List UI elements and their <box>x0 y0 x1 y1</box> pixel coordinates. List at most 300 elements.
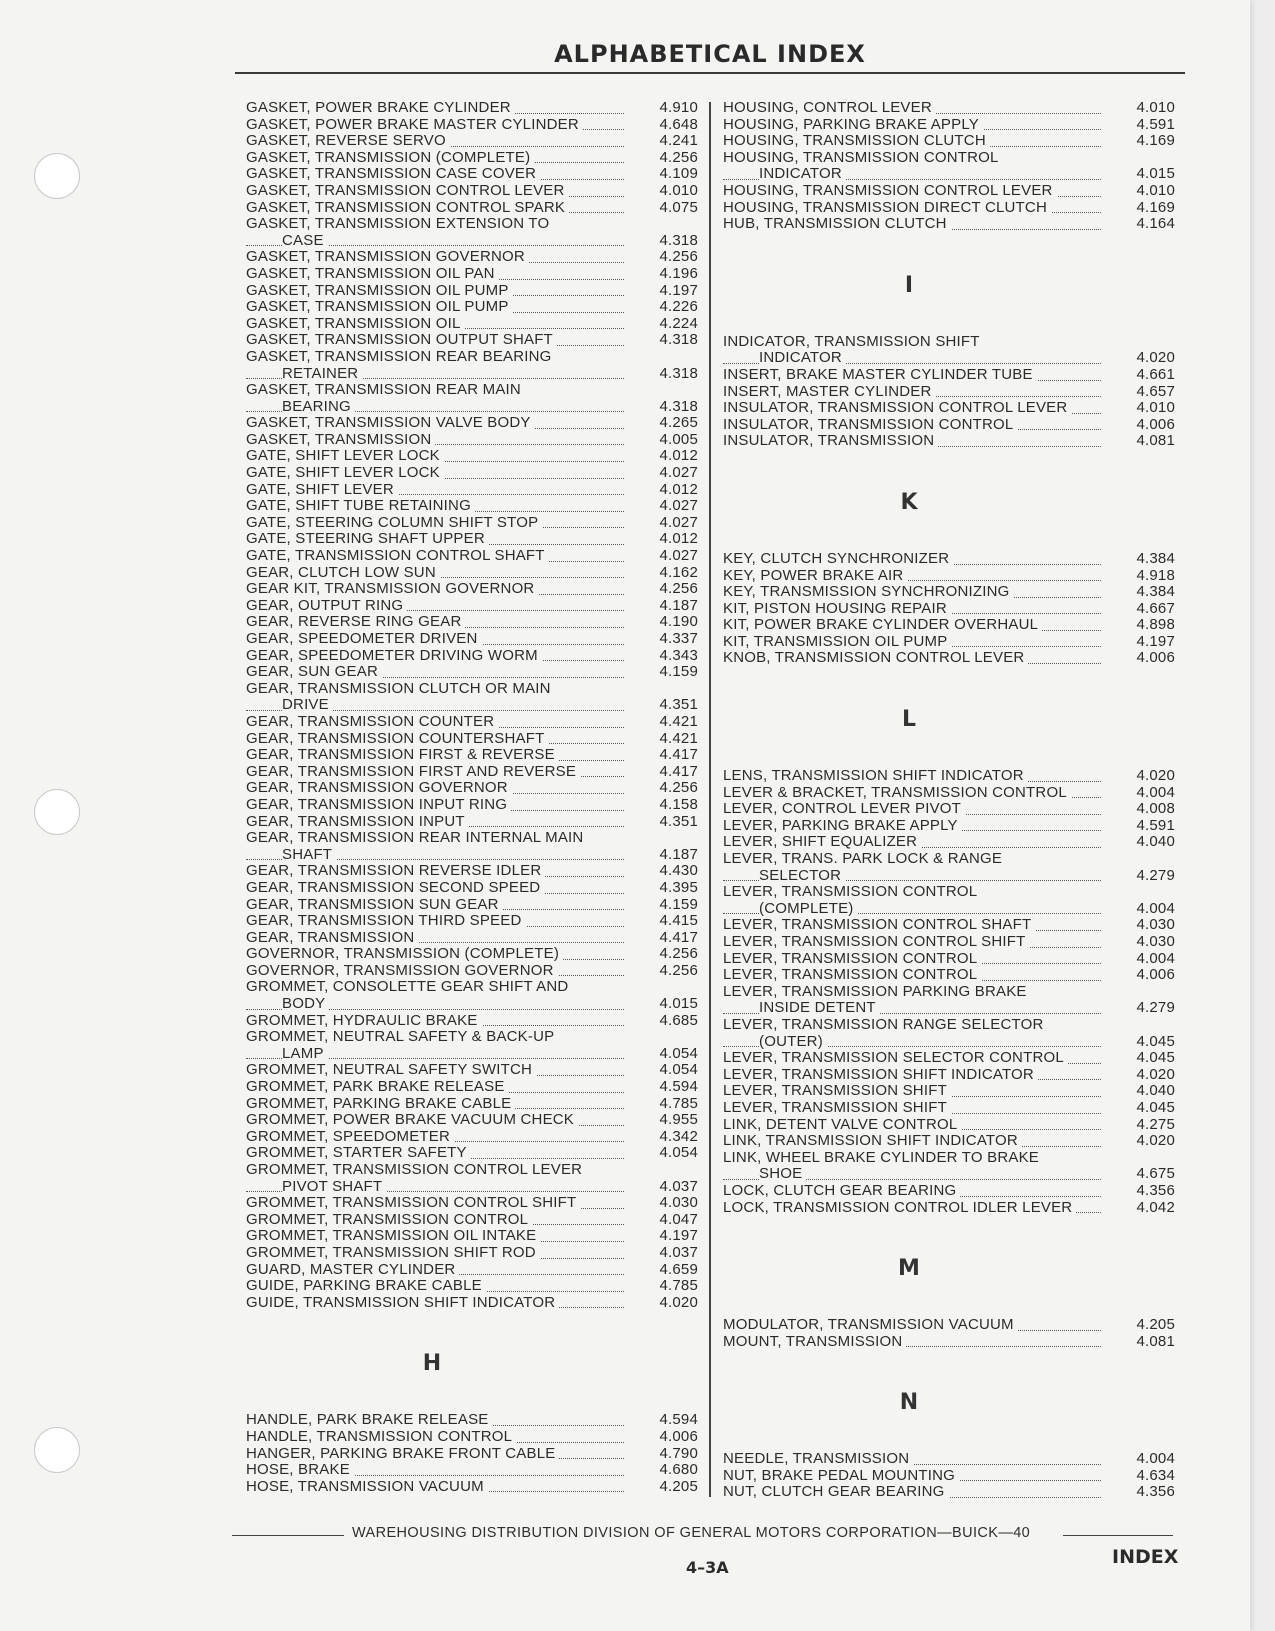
entry-term: KEY, TRANSMISSION SYNCHRONIZING <box>723 584 1014 600</box>
entry-page-ref: 4.415 <box>659 912 698 930</box>
entry-term: LEVER, TRANSMISSION CONTROL SHIFT <box>723 934 1029 950</box>
entry-term: GATE, SHIFT LEVER LOCK <box>246 465 444 481</box>
entry-term: HOUSING, CONTROL LEVER <box>723 100 936 116</box>
entry-term: GROMMET, NEUTRAL SAFETY SWITCH <box>246 1062 536 1078</box>
entry-term: LEVER, TRANSMISSION SHIFT INDICATOR <box>723 1067 1038 1083</box>
entry-term: GEAR, TRANSMISSION COUNTER <box>246 714 498 730</box>
entry-page-ref: 4.075 <box>659 198 698 216</box>
entry-term: LEVER, TRANSMISSION PARKING BRAKE <box>723 982 1027 1000</box>
index-entry <box>246 581 698 598</box>
entry-term: HOUSING, TRANSMISSION DIRECT CLUTCH <box>723 200 1051 216</box>
entry-page-ref: 4.006 <box>1136 415 1175 433</box>
entry-term: GEAR, TRANSMISSION COUNTERSHAFT <box>246 731 548 747</box>
page-title: ALPHABETICAL INDEX <box>554 40 866 68</box>
entry-term: LEVER, TRANSMISSION SELECTOR CONTROL <box>723 1050 1068 1066</box>
entry-page-ref: 4.004 <box>1136 783 1175 801</box>
entry-term: GASKET, TRANSMISSION VALVE BODY <box>246 415 535 431</box>
entry-term: GEAR, TRANSMISSION CLUTCH OR MAIN <box>246 679 551 697</box>
entry-term: LOCK, CLUTCH GEAR BEARING <box>723 1183 960 1199</box>
entry-page-ref: 4.256 <box>659 148 698 166</box>
entry-term: LEVER, CONTROL LEVER PIVOT <box>723 801 965 817</box>
entry-term: GEAR, TRANSMISSION INPUT RING <box>246 797 511 813</box>
entry-page-ref: 4.020 <box>1136 767 1175 785</box>
index-entry <box>723 1183 1175 1200</box>
entry-term: GEAR, TRANSMISSION <box>246 930 418 946</box>
entry-page-ref: 4.037 <box>659 1177 698 1195</box>
index-entry <box>246 614 698 631</box>
entry-term: LOCK, TRANSMISSION CONTROL IDLER LEVER <box>723 1200 1076 1216</box>
entry-page-ref: 4.006 <box>1136 649 1175 667</box>
entry-term: GATE, SHIFT TUBE RETAINING <box>246 498 475 514</box>
index-entry <box>246 814 698 831</box>
entry-page-ref: 4.680 <box>659 1461 698 1479</box>
index-entry <box>246 448 698 465</box>
entry-page-ref: 4.634 <box>1136 1466 1175 1484</box>
index-entry <box>723 1150 1175 1183</box>
entry-page-ref: 4.356 <box>1136 1181 1175 1199</box>
entry-page-ref: 4.010 <box>1136 99 1175 116</box>
entry-page-ref: 4.351 <box>659 696 698 714</box>
entry-term: GEAR, TRANSMISSION SUN GEAR <box>246 897 503 913</box>
index-entry <box>246 1446 698 1463</box>
entry-page-ref: 4.675 <box>1136 1165 1175 1183</box>
entry-page-ref: 4.006 <box>1136 966 1175 984</box>
entry-page-ref: 4.008 <box>1136 800 1175 818</box>
entry-term: GROMMET, TRANSMISSION SHIFT ROD <box>246 1245 540 1261</box>
binder-hole <box>34 789 80 835</box>
entry-term: GROMMET, CONSOLETTE GEAR SHIFT AND <box>246 978 569 996</box>
index-entry <box>246 1145 698 1162</box>
index-entry <box>246 166 698 183</box>
entry-term: GATE, SHIFT LEVER <box>246 482 398 498</box>
entry-term: GOVERNOR, TRANSMISSION GOVERNOR <box>246 963 558 979</box>
entry-page-ref: 4.197 <box>659 281 698 299</box>
entry-term: GROMMET, TRANSMISSION CONTROL LEVER <box>246 1161 583 1178</box>
entry-term: GEAR, SPEEDOMETER DRIVING WORM <box>246 648 542 664</box>
index-entry <box>246 897 698 914</box>
entry-term: GUARD, MASTER CYLINDER <box>246 1262 459 1278</box>
entry-term: INSERT, MASTER CYLINDER <box>723 384 936 400</box>
entry-term: INSULATOR, TRANSMISSION CONTROL LEVER <box>723 400 1071 416</box>
index-entry <box>246 465 698 482</box>
entry-page-ref: 4.318 <box>659 397 698 415</box>
entry-page-ref: 4.027 <box>659 497 698 515</box>
index-entry <box>246 1245 698 1262</box>
entry-page-ref: 4.010 <box>659 181 698 199</box>
entry-page-ref: 4.648 <box>659 115 698 133</box>
entry-term: GROMMET, TRANSMISSION CONTROL SHIFT <box>246 1195 580 1211</box>
index-entry <box>246 1278 698 1295</box>
index-entry <box>723 1017 1175 1050</box>
entry-page-ref: 4.318 <box>659 331 698 349</box>
entry-term: GEAR, TRANSMISSION FIRST AND REVERSE <box>246 764 580 780</box>
entry-term: GEAR, TRANSMISSION REVERSE IDLER <box>246 863 545 879</box>
entry-page-ref: 4.047 <box>659 1210 698 1228</box>
index-entry <box>723 1317 1175 1334</box>
entry-page-ref: 4.005 <box>659 430 698 448</box>
index-entry <box>246 913 698 930</box>
entry-page-ref: 4.004 <box>1136 1450 1175 1468</box>
entry-term: LEVER, SHIFT EQUALIZER <box>723 834 921 850</box>
entry-term: GASKET, TRANSMISSION CASE COVER <box>246 166 540 182</box>
index-entry <box>723 818 1175 835</box>
entry-page-ref: 4.898 <box>1136 616 1175 634</box>
index-entry <box>723 1067 1175 1084</box>
entry-page-ref: 4.030 <box>1136 933 1175 950</box>
index-entry <box>246 1029 698 1062</box>
entry-page-ref: 4.342 <box>659 1127 698 1145</box>
index-entry <box>246 1195 698 1212</box>
entry-page-ref: 4.012 <box>659 447 698 465</box>
entry-term: GASKET, POWER BRAKE CYLINDER <box>246 100 515 116</box>
section-label: INDEX <box>1112 1546 1179 1568</box>
entry-page-ref: 4.020 <box>1136 1132 1175 1150</box>
entry-term: GEAR, OUTPUT RING <box>246 598 407 614</box>
entry-page-ref: 4.020 <box>1136 1065 1175 1083</box>
entry-term: GROMMET, POWER BRAKE VACUUM CHECK <box>246 1112 578 1128</box>
entry-term: GEAR, TRANSMISSION FIRST & REVERSE <box>246 747 559 763</box>
index-entry <box>246 1013 698 1030</box>
entry-page-ref: 4.158 <box>659 795 698 813</box>
entry-term: GOVERNOR, TRANSMISSION (COMPLETE) <box>246 946 563 962</box>
entry-page-ref: 4.015 <box>1136 165 1175 183</box>
entry-page-ref: 4.081 <box>1136 432 1175 450</box>
entry-page-ref: 4.030 <box>659 1194 698 1212</box>
index-entry <box>723 984 1175 1017</box>
entry-term: GASKET, TRANSMISSION OUTPUT SHAFT <box>246 332 557 348</box>
index-entry <box>246 930 698 947</box>
entry-term: GASKET, TRANSMISSION <box>246 432 435 448</box>
entry-page-ref: 4.027 <box>659 513 698 531</box>
entry-page-ref: 4.659 <box>659 1260 698 1278</box>
entry-term: LEVER, TRANSMISSION SHIFT <box>723 1100 951 1116</box>
entry-page-ref: 4.785 <box>659 1094 698 1112</box>
entry-page-ref: 4.012 <box>659 480 698 498</box>
entry-term: LENS, TRANSMISSION SHIFT INDICATOR <box>723 768 1028 784</box>
index-entry <box>723 851 1175 884</box>
entry-page-ref: 4.241 <box>659 132 698 150</box>
index-entry <box>246 1412 698 1429</box>
entry-term: KIT, TRANSMISSION OIL PUMP <box>723 634 951 650</box>
section-letter: K <box>900 489 918 515</box>
entry-term-continued: SELECTOR <box>759 868 845 884</box>
entry-term: GROMMET, STARTER SAFETY <box>246 1145 471 1161</box>
entry-term: HOUSING, TRANSMISSION CLUTCH <box>723 133 990 149</box>
entry-page-ref: 4.054 <box>659 1144 698 1162</box>
entry-term: MODULATOR, TRANSMISSION VACUUM <box>723 1317 1018 1333</box>
entry-page-ref: 4.020 <box>659 1293 698 1311</box>
page-number: 4–3A <box>686 1558 729 1577</box>
entry-term: GASKET, TRANSMISSION (COMPLETE) <box>246 150 534 166</box>
entry-page-ref: 4.657 <box>1136 382 1175 400</box>
entry-page-ref: 4.224 <box>659 314 698 332</box>
index-entry <box>246 747 698 764</box>
entry-page-ref: 4.205 <box>659 1477 698 1495</box>
index-entry <box>723 400 1175 417</box>
entry-page-ref: 4.417 <box>659 762 698 780</box>
index-entry <box>246 648 698 665</box>
entry-page-ref: 4.256 <box>659 248 698 266</box>
index-entry <box>246 1212 698 1229</box>
entry-term: GATE, SHIFT LEVER LOCK <box>246 448 444 464</box>
entry-page-ref: 4.040 <box>1136 833 1175 851</box>
entry-page-ref: 4.667 <box>1136 599 1175 617</box>
entry-page-ref: 4.256 <box>659 945 698 963</box>
entry-page-ref: 4.109 <box>659 165 698 183</box>
entry-page-ref: 4.054 <box>659 1061 698 1079</box>
entry-term: GASKET, TRANSMISSION CONTROL LEVER <box>246 183 569 199</box>
entry-page-ref: 4.197 <box>1136 632 1175 650</box>
index-entry <box>723 568 1175 585</box>
entry-term: LEVER, TRANSMISSION CONTROL SHAFT <box>723 917 1035 933</box>
index-entry <box>246 1062 698 1079</box>
index-entry <box>246 631 698 648</box>
entry-term: HOSE, TRANSMISSION VACUUM <box>246 1479 488 1495</box>
entry-page-ref: 4.395 <box>659 878 698 896</box>
index-entry <box>246 1479 698 1496</box>
entry-page-ref: 4.421 <box>659 712 698 730</box>
entry-term: GASKET, TRANSMISSION REAR MAIN <box>246 381 521 399</box>
index-entry <box>723 384 1175 401</box>
entry-term: GASKET, TRANSMISSION OIL PUMP <box>246 299 513 315</box>
index-entry <box>246 880 698 897</box>
section-letter: L <box>901 707 917 733</box>
entry-term: GATE, STEERING COLUMN SHIFT STOP <box>246 515 542 531</box>
entry-page-ref: 4.594 <box>659 1078 698 1096</box>
index-entry <box>246 432 698 449</box>
index-entry <box>246 565 698 582</box>
index-entry <box>246 1162 698 1195</box>
entry-term: LINK, TRANSMISSION SHIFT INDICATOR <box>723 1133 1022 1149</box>
entry-term: HANDLE, PARK BRAKE RELEASE <box>246 1412 493 1428</box>
entry-term: GASKET, TRANSMISSION GOVERNOR <box>246 249 529 265</box>
entry-page-ref: 4.256 <box>659 580 698 598</box>
entry-term-continued: BEARING <box>282 399 355 415</box>
index-entry <box>246 482 698 499</box>
entry-term: INSULATOR, TRANSMISSION CONTROL <box>723 417 1017 433</box>
entry-page-ref: 4.351 <box>659 812 698 830</box>
entry-term-continued: DRIVE <box>282 697 333 713</box>
entry-term: GEAR, TRANSMISSION THIRD SPEED <box>246 913 526 929</box>
entry-page-ref: 4.197 <box>659 1227 698 1245</box>
index-entry <box>723 584 1175 601</box>
entry-term: LINK, DETENT VALVE CONTROL <box>723 1117 961 1133</box>
binder-hole <box>34 153 80 199</box>
entry-term: GATE, TRANSMISSION CONTROL SHAFT <box>246 548 549 564</box>
entry-term: HANDLE, TRANSMISSION CONTROL <box>246 1429 516 1445</box>
entry-term: KEY, POWER BRAKE AIR <box>723 568 907 584</box>
index-entry <box>246 731 698 748</box>
index-entry <box>723 785 1175 802</box>
entry-page-ref: 4.030 <box>1136 916 1175 934</box>
entry-page-ref: 4.343 <box>659 646 698 664</box>
entry-term: LEVER & BRACKET, TRANSMISSION CONTROL <box>723 785 1071 801</box>
entry-page-ref: 4.004 <box>1136 899 1175 917</box>
entry-term: GEAR, TRANSMISSION SECOND SPEED <box>246 880 544 896</box>
entry-term: GEAR KIT, TRANSMISSION GOVERNOR <box>246 581 538 597</box>
index-entry <box>246 183 698 200</box>
entry-term: LINK, WHEEL BRAKE CYLINDER TO BRAKE <box>723 1148 1039 1166</box>
entry-term: INDICATOR, TRANSMISSION SHIFT <box>723 332 980 350</box>
entry-term: HUB, TRANSMISSION CLUTCH <box>723 216 951 232</box>
entry-page-ref: 4.196 <box>659 264 698 282</box>
index-entry <box>723 1100 1175 1117</box>
entry-term: GASKET, REVERSE SERVO <box>246 133 450 149</box>
entry-term: KIT, PISTON HOUSING REPAIR <box>723 601 951 617</box>
entry-page-ref: 4.042 <box>1136 1198 1175 1216</box>
entry-page-ref: 4.275 <box>1136 1115 1175 1133</box>
entry-term: GROMMET, HYDRAULIC BRAKE <box>246 1013 482 1029</box>
title-rule <box>235 72 1185 74</box>
index-column-left <box>246 100 698 1495</box>
index-entry <box>723 617 1175 634</box>
index-entry <box>246 415 698 432</box>
entry-page-ref: 4.417 <box>659 746 698 764</box>
entry-page-ref: 4.661 <box>1136 365 1175 383</box>
entry-term: GASKET, TRANSMISSION OIL <box>246 316 465 332</box>
section-letter: I <box>904 272 914 298</box>
entry-term-continued: INDICATOR <box>759 350 846 366</box>
index-entry <box>723 1484 1175 1501</box>
entry-page-ref: 4.591 <box>1136 115 1175 133</box>
index-entry <box>246 1112 698 1129</box>
entry-term: LEVER, TRANSMISSION CONTROL <box>723 967 981 983</box>
index-entry <box>246 714 698 731</box>
entry-term: NUT, CLUTCH GEAR BEARING <box>723 1484 949 1500</box>
entry-term-continued: INDICATOR <box>759 166 846 182</box>
entry-term: LEVER, TRANSMISSION SHIFT <box>723 1083 951 1099</box>
index-entry <box>723 216 1175 233</box>
entry-term-continued: INSIDE DETENT <box>759 1000 880 1016</box>
index-entry <box>246 681 698 714</box>
index-entry <box>723 1117 1175 1134</box>
entry-term-continued: CASE <box>282 233 328 249</box>
index-entry <box>723 150 1175 183</box>
entry-term: GROMMET, SPEEDOMETER <box>246 1129 454 1145</box>
index-entry <box>246 100 698 117</box>
entry-page-ref: 4.012 <box>659 530 698 548</box>
index-entry <box>723 634 1175 651</box>
entry-term-continued: LAMP <box>282 1046 328 1062</box>
index-entry <box>246 216 698 249</box>
index-entry <box>246 515 698 532</box>
entry-term-continued: (OUTER) <box>759 1034 827 1050</box>
index-entry <box>723 1451 1175 1468</box>
footer-rule-right <box>1063 1535 1173 1536</box>
entry-page-ref: 4.054 <box>659 1044 698 1062</box>
entry-term: HOUSING, TRANSMISSION CONTROL LEVER <box>723 183 1057 199</box>
index-entry <box>246 797 698 814</box>
entry-page-ref: 4.045 <box>1136 1098 1175 1116</box>
entry-page-ref: 4.256 <box>659 779 698 797</box>
entry-page-ref: 4.910 <box>659 99 698 116</box>
entry-term: GASKET, TRANSMISSION CONTROL SPARK <box>246 200 569 216</box>
entry-term: GASKET, TRANSMISSION OIL PAN <box>246 266 499 282</box>
entry-page-ref: 4.594 <box>659 1411 698 1429</box>
index-entry <box>246 382 698 415</box>
column-divider <box>709 102 711 1497</box>
entry-term: GASKET, TRANSMISSION EXTENSION TO <box>246 215 550 233</box>
index-entry <box>246 863 698 880</box>
section-letter: H <box>422 1351 442 1377</box>
entry-term: GUIDE, TRANSMISSION SHIFT INDICATOR <box>246 1295 559 1311</box>
index-entry <box>246 598 698 615</box>
entry-term: GROMMET, NEUTRAL SAFETY & BACK-UP <box>246 1028 555 1046</box>
index-entry <box>246 150 698 167</box>
index-entry <box>246 1129 698 1146</box>
index-entry <box>246 316 698 333</box>
entry-page-ref: 4.010 <box>1136 399 1175 417</box>
entry-page-ref: 4.337 <box>659 630 698 647</box>
index-entry <box>246 979 698 1012</box>
index-entry <box>723 1468 1175 1485</box>
entry-term: MOUNT, TRANSMISSION <box>723 1334 906 1350</box>
index-entry <box>723 951 1175 968</box>
entry-page-ref: 4.159 <box>659 895 698 913</box>
index-entry <box>723 1334 1175 1351</box>
index-entry <box>723 133 1175 150</box>
entry-page-ref: 4.918 <box>1136 566 1175 584</box>
entry-page-ref: 4.205 <box>1136 1316 1175 1334</box>
entry-page-ref: 4.040 <box>1136 1082 1175 1100</box>
index-entry <box>246 1429 698 1446</box>
entry-page-ref: 4.037 <box>659 1243 698 1261</box>
entry-page-ref: 4.256 <box>659 961 698 979</box>
index-entry <box>246 332 698 349</box>
entry-term: GASKET, TRANSMISSION REAR BEARING <box>246 347 552 365</box>
entry-term: GEAR, REVERSE RING GEAR <box>246 614 465 630</box>
index-entry <box>246 1096 698 1113</box>
entry-page-ref: 4.417 <box>659 928 698 946</box>
entry-term: GUIDE, PARKING BRAKE CABLE <box>246 1278 486 1294</box>
index-entry <box>246 1079 698 1096</box>
entry-page-ref: 4.265 <box>659 414 698 432</box>
index-entry <box>246 664 698 681</box>
entry-page-ref: 4.955 <box>659 1111 698 1129</box>
entry-term-continued: PIVOT SHAFT <box>282 1179 386 1195</box>
index-entry <box>723 1083 1175 1100</box>
entry-term: GEAR, SPEEDOMETER DRIVEN <box>246 631 482 647</box>
index-entry <box>723 1133 1175 1150</box>
entry-term: LEVER, PARKING BRAKE APPLY <box>723 818 962 834</box>
entry-page-ref: 4.045 <box>1136 1032 1175 1050</box>
entry-page-ref: 4.164 <box>1136 215 1175 233</box>
entry-term: GEAR, SUN GEAR <box>246 664 382 680</box>
entry-term: GROMMET, TRANSMISSION OIL INTAKE <box>246 1228 540 1244</box>
entry-term: LEVER, TRANS. PARK LOCK & RANGE <box>723 850 1003 868</box>
entry-page-ref: 4.015 <box>659 995 698 1013</box>
entry-page-ref: 4.006 <box>659 1427 698 1445</box>
index-entry <box>246 1295 698 1312</box>
index-column-right <box>723 100 1175 1501</box>
index-entry <box>246 1228 698 1245</box>
section-letter: N <box>899 1390 919 1416</box>
entry-term: KIT, POWER BRAKE CYLINDER OVERHAUL <box>723 617 1042 633</box>
entry-term: GROMMET, PARK BRAKE RELEASE <box>246 1079 509 1095</box>
entry-term: GEAR, TRANSMISSION INPUT <box>246 814 469 830</box>
binder-hole <box>34 1427 80 1473</box>
footer-text: WAREHOUSING DISTRIBUTION DIVISION OF GENERAL MOTORS CORPORATION—BUICK—40 <box>352 1525 1031 1541</box>
entry-page-ref: 4.279 <box>1136 866 1175 884</box>
entry-page-ref: 4.318 <box>659 364 698 382</box>
entry-page-ref: 4.010 <box>1136 181 1175 199</box>
entry-term-continued: RETAINER <box>282 366 362 382</box>
entry-term-continued: SHAFT <box>282 847 336 863</box>
entry-term: HANGER, PARKING BRAKE FRONT CABLE <box>246 1446 559 1462</box>
entry-term: GASKET, POWER BRAKE MASTER CYLINDER <box>246 117 583 133</box>
entry-term-continued: BODY <box>282 996 329 1012</box>
section-letter: M <box>898 1256 920 1282</box>
